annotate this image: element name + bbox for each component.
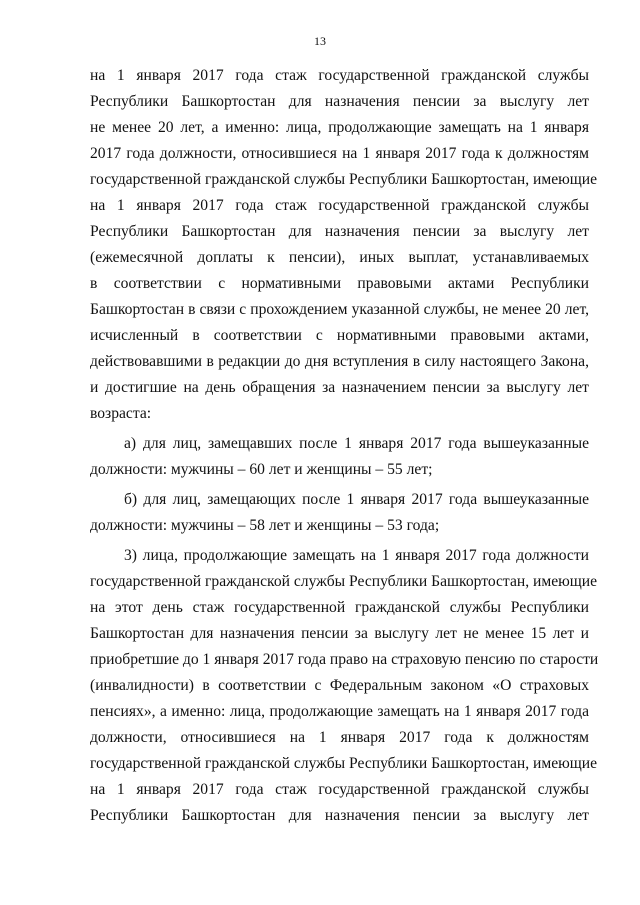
- list-item-a: а) для лиц, замещавших после 1 января 2017 года вышеуказанные: [124, 435, 589, 452]
- text-line: исчисленный в соответствии с нормативными правовыми актами,: [90, 327, 589, 344]
- text-line: приобретшие до 1 января 2017 года право на страховую пенсию по старости: [90, 651, 599, 668]
- text-line: государственной гражданской службы Республики Башкортостан, имеющие: [90, 573, 598, 590]
- text-line: (ежемесячной доплаты к пенсии), иных выплат, устанавливаемых: [90, 249, 589, 266]
- text-line: Башкортостан в связи с прохождением указанной службы, не менее 20 лет,: [90, 301, 589, 318]
- text-line: должности, относившиеся на 1 января 2017 года к должностям: [90, 729, 589, 746]
- text-line: должности: мужчины – 60 лет и женщины – 55 лет;: [90, 461, 433, 478]
- list-item-3: 3) лица, продолжающие замещать на 1 января 2017 года должности: [124, 547, 589, 564]
- text-line: Башкортостан для назначения пенсии за выслугу лет не менее 15 лет и: [90, 625, 589, 642]
- text-line: на этот день стаж государственной гражданской службы Республики: [90, 599, 589, 616]
- list-item-b: б) для лиц, замещающих после 1 января 2017 года вышеуказанные: [124, 491, 589, 508]
- text-line: на 1 января 2017 года стаж государственной гражданской службы: [90, 197, 589, 214]
- text-line: не менее 20 лет, а именно: лица, продолжающие замещать на 1 января: [90, 119, 589, 136]
- text-line: должности: мужчины – 58 лет и женщины – 53 года;: [90, 517, 440, 534]
- text-line: (инвалидности) в соответствии с Федеральным законом «О страховых: [90, 677, 589, 694]
- text-line: Республики Башкортостан для назначения пенсии за выслугу лет: [90, 93, 589, 110]
- text-line: государственной гражданской службы Республики Башкортостан, имеющие: [90, 755, 598, 772]
- text-line: на 1 января 2017 года стаж государственной гражданской службы: [90, 781, 589, 798]
- text-line: пенсиях», а именно: лица, продолжающие замещать на 1 января 2017 года: [90, 703, 589, 720]
- text-line: Республики Башкортостан для назначения пенсии за выслугу лет: [90, 807, 589, 824]
- text-line: Республики Башкортостан для назначения пенсии за выслугу лет: [90, 223, 589, 240]
- text-line: в соответствии с нормативными правовыми актами Республики: [90, 275, 589, 292]
- text-line: действовавшими в редакции до дня вступления в силу настоящего Закона,: [90, 353, 589, 370]
- text-line: 2017 года должности, относившиеся на 1 января 2017 года к должностям: [90, 145, 589, 162]
- text-line: возраста:: [90, 405, 152, 422]
- page-number: 13: [314, 34, 326, 48]
- text-line: на 1 января 2017 года стаж государственной гражданской службы: [90, 67, 589, 84]
- text-line: государственной гражданской службы Республики Башкортостан, имеющие: [90, 171, 598, 188]
- text-line: и достигшие на день обращения за назначением пенсии за выслугу лет: [90, 379, 589, 396]
